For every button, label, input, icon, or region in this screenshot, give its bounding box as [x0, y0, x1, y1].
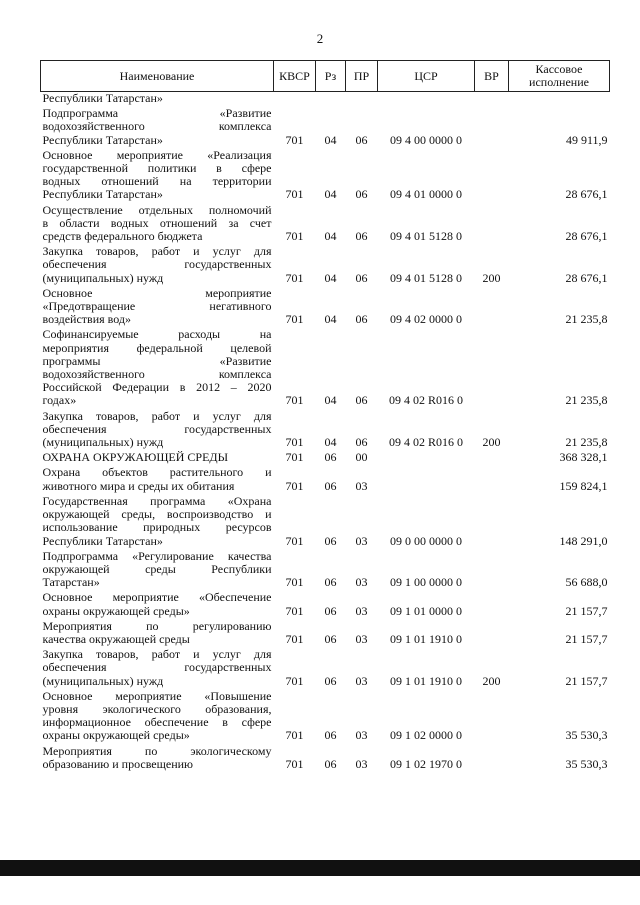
row-name-line: годах»: [42, 393, 77, 408]
row-csr: 09 0 00 0000 0: [390, 533, 462, 548]
table-row: [41, 591, 610, 619]
row-vr: [475, 287, 509, 329]
row-kvsr: 701: [285, 450, 304, 465]
row-name-line: Республики Татарстан»: [42, 187, 163, 202]
row-pr: [346, 92, 378, 108]
row-kvsr: 701: [285, 673, 304, 688]
row-kvsr: 701: [285, 728, 304, 743]
row-amount: 35 530,3: [565, 756, 608, 771]
row-csr: 09 1 01 1910 0: [390, 631, 462, 646]
header-vr: ВР: [475, 61, 509, 92]
page-number: 2: [316, 31, 324, 46]
row-kvsr: 701: [285, 575, 304, 590]
row-csr: 09 1 00 0000 0: [390, 575, 462, 590]
row-name: [41, 204, 274, 246]
row-pr: 03: [355, 478, 368, 493]
row-name-line: качества окружающей среды: [42, 631, 190, 646]
row-amount: 148 291,0: [559, 533, 608, 548]
row-kvsr: 701: [285, 603, 304, 618]
row-csr: 09 1 01 0000 0: [390, 603, 462, 618]
table-row: [41, 620, 610, 648]
row-pr: 03: [355, 673, 368, 688]
row-csr: 09 4 00 0000 0: [390, 132, 462, 147]
row-name-line: средств федерального бюджета: [42, 229, 203, 244]
row-pr: 03: [355, 631, 368, 646]
row-amount: 368 328,1: [559, 450, 608, 465]
row-kvsr: 701: [285, 132, 304, 147]
row-pr: 06: [355, 393, 368, 408]
row-name: [41, 149, 274, 204]
row-vr: [475, 328, 509, 409]
row-rz: 04: [324, 270, 337, 285]
row-name-line: охраны окружающей среды»: [42, 728, 190, 743]
table-row: [41, 204, 610, 246]
row-name-line: окружающей среды, воспроизводство и: [42, 507, 272, 522]
row-amount: 35 530,3: [565, 728, 608, 743]
budget-table: [40, 60, 610, 773]
row-vr: [475, 466, 509, 494]
row-name: [41, 328, 274, 409]
row-vr: [475, 451, 509, 466]
row-name-line: информационное обеспечение в сфере: [42, 715, 272, 730]
row-vr: [475, 107, 509, 149]
header-rz: Рз: [316, 61, 346, 92]
row-name: [41, 620, 274, 648]
row-pr: 00: [355, 450, 368, 465]
row-name-line: водных отношений на территории: [42, 174, 272, 189]
row-name: [41, 410, 274, 452]
row-vr: [475, 149, 509, 204]
row-name-line: Мероприятия по экологическому: [42, 743, 272, 758]
row-name-line: обеспечения государственных: [42, 257, 272, 272]
row-name-line: обеспечения государственных: [42, 421, 272, 436]
row-amount: 21 157,7: [565, 631, 608, 646]
table-row: [41, 495, 610, 550]
header-amount: Кассовое исполнение: [509, 61, 610, 92]
row-amount: 21 157,7: [565, 673, 608, 688]
table-row: [41, 328, 610, 409]
row-name-line: окружающей среды Республики: [42, 561, 272, 576]
row-amount: 28 676,1: [565, 229, 608, 244]
row-kvsr: 701: [285, 435, 304, 450]
row-name-line: мероприятия федеральной целевой: [42, 340, 272, 355]
header-kvsr: КВСР: [274, 61, 316, 92]
row-name-line: программы «Развитие: [42, 353, 272, 368]
table-row: [41, 245, 610, 287]
row-name-line: Охрана объектов растительного и: [42, 465, 272, 480]
row-name-line: Закупка товаров, работ и услуг для: [42, 408, 272, 423]
row-amount: 21 235,8: [565, 435, 608, 450]
row-csr: [378, 451, 475, 466]
row-rz: 04: [324, 312, 337, 327]
row-name: [41, 745, 274, 773]
header-pr: ПР: [346, 61, 378, 92]
row-vr: 200: [482, 270, 501, 285]
header-csr: ЦСР: [378, 61, 475, 92]
row-rz: 06: [324, 756, 337, 771]
row-name-line: Татарстан»: [42, 575, 100, 590]
row-csr: 09 4 01 0000 0: [390, 187, 462, 202]
row-amount: 21 157,7: [565, 603, 608, 618]
row-csr: [378, 92, 475, 108]
table-row: [41, 92, 610, 108]
row-name-line: образованию и просвещению: [42, 756, 194, 771]
row-pr: 06: [355, 312, 368, 327]
row-vr: 200: [482, 435, 501, 450]
row-name-line: Закупка товаров, работ и услуг для: [42, 244, 272, 259]
row-amount: 21 235,8: [565, 393, 608, 408]
row-amount: 56 688,0: [565, 575, 608, 590]
row-name-line: Софинансируемые расходы на: [42, 327, 272, 342]
row-name-line: (муниципальных) нужд: [42, 270, 164, 285]
row-vr: [475, 591, 509, 619]
row-rz: 06: [324, 450, 337, 465]
row-kvsr: [274, 92, 316, 108]
row-amount: 28 676,1: [565, 270, 608, 285]
row-pr: 03: [355, 533, 368, 548]
row-kvsr: 701: [285, 533, 304, 548]
row-name-line: животного мира и среды их обитания: [42, 478, 235, 493]
row-name-line: Подпрограмма «Развитие: [42, 106, 272, 121]
row-csr: 09 1 02 1970 0: [390, 756, 462, 771]
row-name-line: уровня экологического образования,: [42, 701, 272, 716]
row-name: [41, 648, 274, 690]
row-rz: 04: [324, 229, 337, 244]
row-kvsr: 701: [285, 393, 304, 408]
row-rz: 06: [324, 575, 337, 590]
row-rz: 06: [324, 631, 337, 646]
table-row: [41, 107, 610, 149]
row-rz: 06: [324, 603, 337, 618]
table-body: [41, 92, 610, 773]
row-rz: 06: [324, 533, 337, 548]
row-name: [41, 690, 274, 745]
row-name-line: Республики Татарстан»: [42, 533, 163, 548]
table-row: [41, 550, 610, 592]
row-name-line: Мероприятия по регулированию: [42, 618, 272, 633]
row-rz: 06: [324, 673, 337, 688]
row-name-line: использование природных ресурсов: [42, 520, 272, 535]
row-kvsr: 701: [285, 631, 304, 646]
row-kvsr: 701: [285, 187, 304, 202]
row-vr: [475, 495, 509, 550]
row-name: [41, 591, 274, 619]
row-kvsr: 701: [285, 270, 304, 285]
row-vr: [475, 92, 509, 108]
row-name-line: Республики Татарстан»: [42, 132, 163, 147]
row-name-line: водохозяйственного комплекса: [42, 119, 272, 134]
table-row: [41, 451, 610, 466]
row-rz: 04: [324, 435, 337, 450]
table-row: [41, 149, 610, 204]
row-pr: 06: [355, 187, 368, 202]
row-name: [41, 107, 274, 149]
row-name-line: государственной политики в сфере: [42, 161, 272, 176]
table-row: [41, 745, 610, 773]
row-name: [41, 287, 274, 329]
row-name-line: обеспечения государственных: [42, 660, 272, 675]
row-vr: [475, 204, 509, 246]
row-rz: 04: [324, 393, 337, 408]
row-name-line: Подпрограмма «Регулирование качества: [42, 548, 272, 563]
table-row: [41, 690, 610, 745]
row-name-line: Республики Татарстан»: [42, 91, 163, 105]
row-rz: 06: [324, 478, 337, 493]
row-rz: [316, 92, 346, 108]
row-pr: 03: [355, 603, 368, 618]
row-kvsr: 701: [285, 312, 304, 327]
row-csr: 09 1 01 1910 0: [390, 673, 462, 688]
row-name-line: «Предотвращение негативного: [42, 299, 272, 314]
row-amount: 159 824,1: [559, 478, 608, 493]
table-row: [41, 410, 610, 452]
row-amount: [509, 92, 610, 108]
row-name-line: Российской Федерации в 2012 – 2020: [42, 380, 272, 395]
row-rz: 04: [324, 187, 337, 202]
row-vr: 200: [482, 673, 501, 688]
row-name: [41, 451, 274, 466]
row-csr: 09 4 02 R016 0: [388, 435, 463, 450]
row-kvsr: 701: [285, 756, 304, 771]
row-pr: 06: [355, 435, 368, 450]
row-rz: 06: [324, 728, 337, 743]
scan-edge-bar: [0, 860, 640, 876]
table-row: [41, 648, 610, 690]
row-csr: [378, 466, 475, 494]
row-name: [41, 92, 274, 108]
row-name-line: Основное мероприятие «Реализация: [42, 147, 272, 162]
row-amount: 49 911,9: [565, 132, 608, 147]
row-name-line: водохозяйственного комплекса: [42, 367, 272, 382]
row-pr: 03: [355, 575, 368, 590]
row-rz: 04: [324, 132, 337, 147]
row-vr: [475, 690, 509, 745]
row-pr: 06: [355, 132, 368, 147]
row-name: [41, 245, 274, 287]
row-name-line: Основное мероприятие «Повышение: [42, 688, 272, 703]
row-csr: 09 4 01 5128 0: [390, 229, 462, 244]
row-csr: 09 1 02 0000 0: [390, 728, 462, 743]
row-amount: 21 235,8: [565, 312, 608, 327]
row-csr: 09 4 02 0000 0: [390, 312, 462, 327]
row-kvsr: 701: [285, 229, 304, 244]
row-vr: [475, 620, 509, 648]
row-vr: [475, 550, 509, 592]
table-header-row: [41, 61, 610, 92]
row-name: [41, 550, 274, 592]
header-name: Наименование: [41, 61, 274, 92]
row-name-line: ОХРАНА ОКРУЖАЮЩЕЙ СРЕДЫ: [42, 450, 229, 465]
row-pr: 03: [355, 728, 368, 743]
row-csr: 09 4 01 5128 0: [390, 270, 462, 285]
row-name-line: в области водных отношений за счет: [42, 215, 272, 230]
row-name-line: Осуществление отдельных полномочий: [42, 202, 272, 217]
row-name-line: Основное мероприятие «Обеспечение: [42, 590, 272, 605]
row-name-line: Закупка товаров, работ и услуг для: [42, 647, 272, 662]
row-name-line: (муниципальных) нужд: [42, 435, 164, 450]
row-vr: [475, 745, 509, 773]
row-pr: 06: [355, 270, 368, 285]
row-name-line: охраны окружающей среды»: [42, 603, 190, 618]
row-csr: 09 4 02 R016 0: [388, 393, 463, 408]
row-name: [41, 495, 274, 550]
table-row: [41, 287, 610, 329]
row-name-line: воздействия вод»: [42, 312, 131, 327]
row-pr: 03: [355, 756, 368, 771]
row-name: [41, 466, 274, 494]
row-kvsr: 701: [285, 478, 304, 493]
row-name-line: Основное мероприятие: [42, 285, 272, 300]
table-row: [41, 466, 610, 494]
row-name-line: Государственная программа «Охрана: [42, 493, 272, 508]
row-amount: 28 676,1: [565, 187, 608, 202]
row-pr: 06: [355, 229, 368, 244]
row-name-line: (муниципальных) нужд: [42, 673, 164, 688]
